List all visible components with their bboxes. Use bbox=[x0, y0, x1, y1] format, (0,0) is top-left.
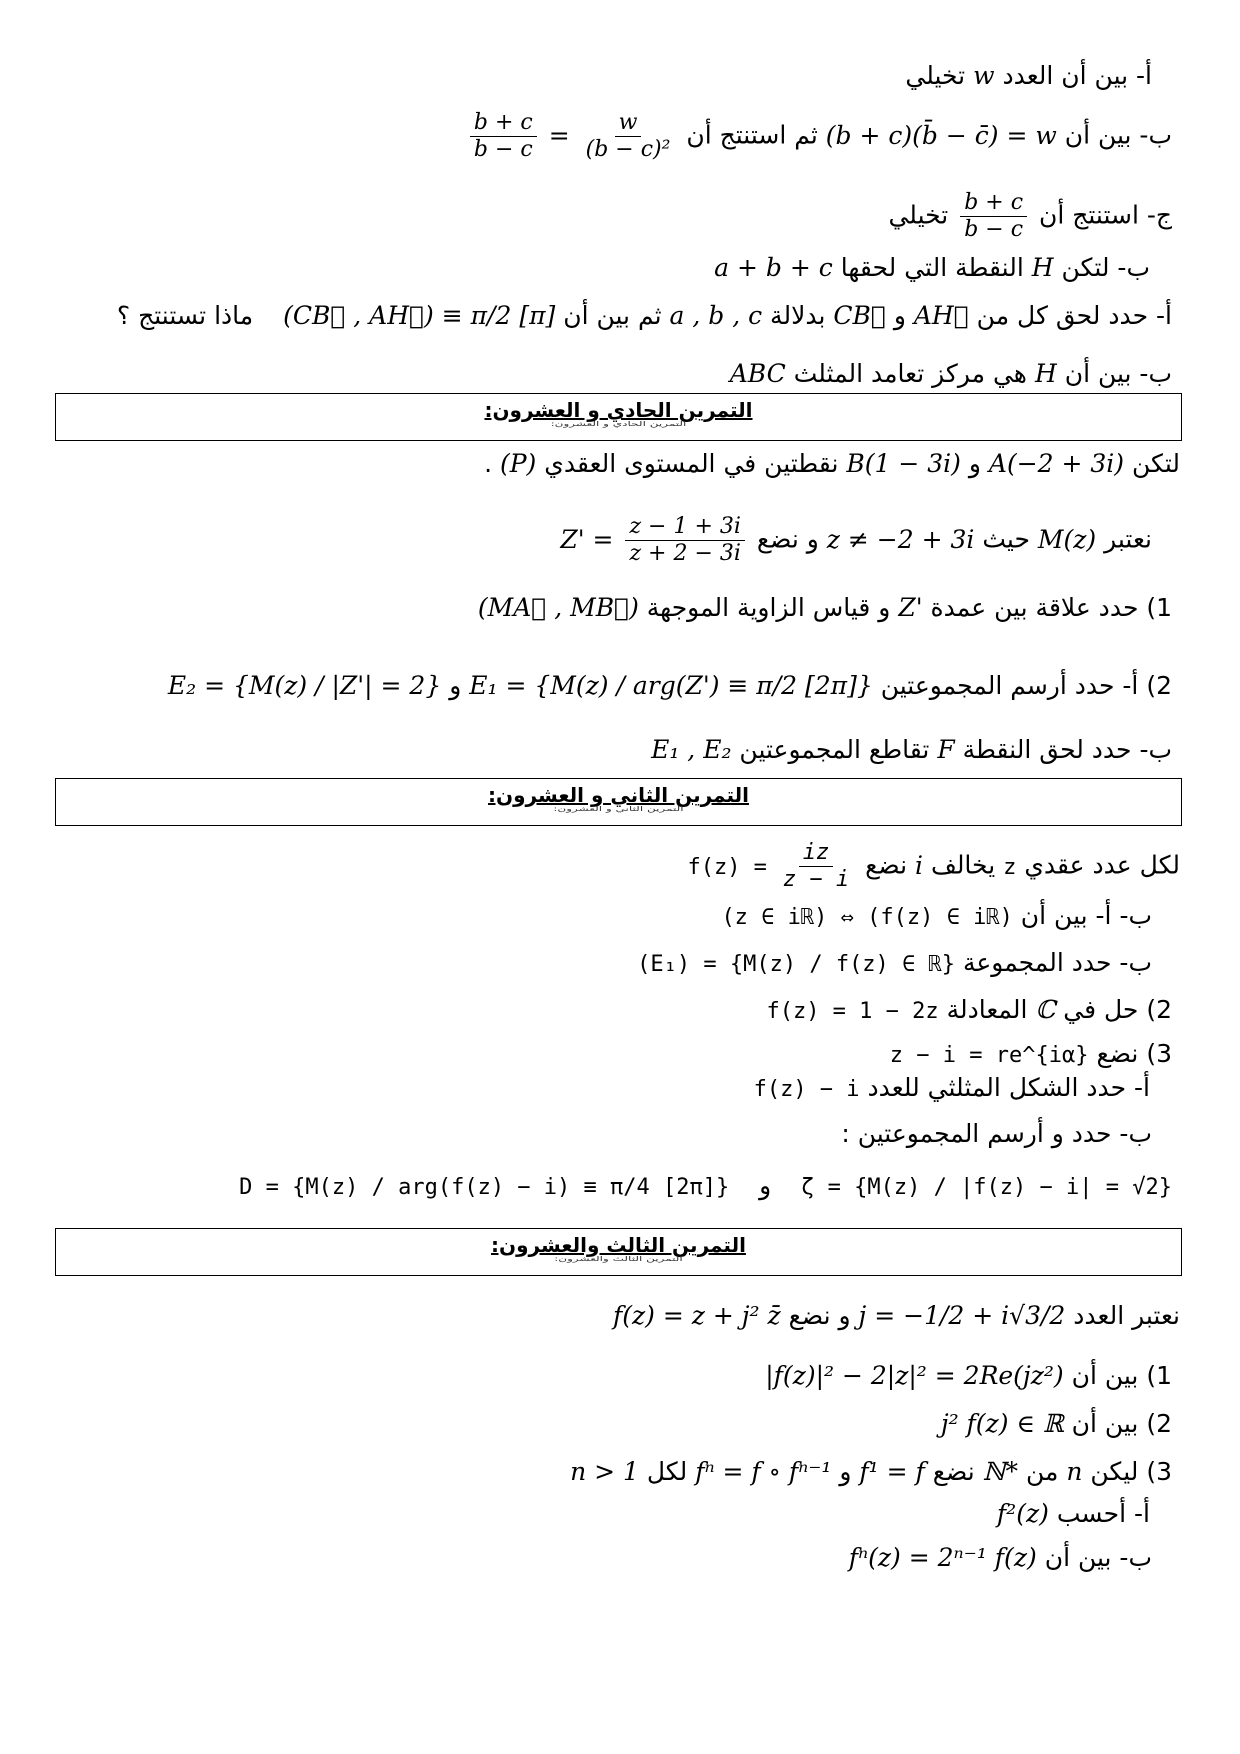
q-text: 2) حل في bbox=[1063, 995, 1172, 1024]
q-text: 2) أ- حدد أرسم المجموعتين bbox=[880, 671, 1172, 700]
q-tail: تخيلي bbox=[905, 61, 966, 90]
math-fn: fⁿ = f ∘ fⁿ⁻¹ bbox=[695, 1457, 832, 1486]
math-i: i bbox=[914, 850, 923, 880]
frac-num: w bbox=[615, 110, 642, 137]
q-mid2: و نضع bbox=[756, 524, 819, 554]
math-P: (P) bbox=[499, 449, 537, 478]
ex21-define-Z bbox=[560, 514, 1152, 567]
q-mid: النقطة التي لحقها bbox=[840, 253, 1024, 282]
ex23-q3 bbox=[570, 1454, 1172, 1490]
q-text: نعتبر bbox=[1104, 524, 1152, 554]
q-mid2: نضع bbox=[932, 1457, 975, 1486]
math-D-set: D = {M(z) / arg(f(z) − i) ≡ π/4 [2π]} bbox=[239, 1175, 730, 1200]
ex23-define bbox=[613, 1298, 1180, 1334]
q-text: لتكن bbox=[1132, 449, 1180, 478]
ex22-q3 bbox=[890, 1036, 1172, 1074]
math-equation: f(z) = 1 − 2z bbox=[766, 999, 939, 1024]
math-F: F bbox=[937, 735, 955, 764]
q-text: أ- حدد الشكل المثلثي للعدد bbox=[867, 1073, 1150, 1102]
q-text: ب- حدد المجموعة bbox=[962, 948, 1152, 977]
q-mid: نقطتين في المستوى العقدي bbox=[544, 449, 839, 478]
math-AH: AH⃗ bbox=[913, 301, 969, 330]
ex23-q3b bbox=[849, 1540, 1152, 1576]
frac-num: z − 1 + 3i bbox=[625, 514, 744, 541]
q-mid: ثم استنتج أن bbox=[686, 120, 818, 150]
q-b-let-H bbox=[714, 250, 1150, 286]
math-polar: z − i = re^{iα} bbox=[889, 1043, 1089, 1068]
math-identity: |f(z)|² − 2|z|² = 2Re(jz²) bbox=[765, 1361, 1064, 1390]
q-text: 1) بين أن bbox=[1071, 1361, 1172, 1390]
q-text: 1) حدد علاقة بين عمدة bbox=[930, 593, 1172, 622]
math-A: A(−2 + 3i) bbox=[988, 449, 1125, 478]
and-word: و bbox=[449, 671, 462, 700]
exercise-title-shadow: التمرين الثاني و العشرون: bbox=[553, 805, 684, 813]
ex22-q1a bbox=[721, 898, 1152, 936]
q-text: أ- أحسب bbox=[1056, 1499, 1150, 1528]
q-text: لكل عدد عقدي bbox=[1024, 850, 1180, 880]
and-word: و bbox=[968, 449, 981, 478]
q-text: ب- لتكن bbox=[1061, 253, 1150, 282]
math-angle-MA-MB: (MA⃗ , MB⃗) bbox=[477, 593, 639, 622]
q-tail: ماذا تستنتج ؟ bbox=[116, 301, 254, 330]
q-mid2: نضع bbox=[865, 850, 908, 880]
q-text: ب- بين أن bbox=[1064, 359, 1172, 388]
q-tail: . bbox=[484, 449, 493, 478]
eq-sign: = bbox=[548, 120, 570, 150]
math-Zprime: Z' = bbox=[560, 524, 614, 554]
and-word: و bbox=[893, 301, 906, 330]
ex23-q3a bbox=[997, 1496, 1150, 1532]
math-fraction-eq bbox=[466, 110, 679, 163]
math-C: ℂ bbox=[1035, 995, 1056, 1024]
math-H: H bbox=[1034, 359, 1057, 388]
exercise-title-shadow: التمرين الثالث والعشرون: bbox=[554, 1255, 683, 1263]
math-condition: z ≠ −2 + 3i bbox=[826, 524, 975, 554]
exercise-title: التمرين الحادي و العشرون: bbox=[484, 398, 753, 422]
math-j: j = −1/2 + i√3/2 bbox=[858, 1301, 1066, 1330]
math-abc: a , b , c bbox=[669, 301, 763, 330]
math-real: j² f(z) ∈ ℝ bbox=[940, 1409, 1064, 1438]
frac-num: iz bbox=[799, 840, 834, 867]
math-angle: (CB⃗ , AH⃗) ≡ π/2 [π] bbox=[283, 301, 556, 330]
q-text: 3) نضع bbox=[1096, 1039, 1172, 1068]
math-N-star: ℕ* bbox=[982, 1457, 1018, 1486]
q-mid: تقاطع المجموعتين bbox=[739, 735, 930, 764]
ex22-define-f bbox=[687, 840, 1180, 893]
math-n-gt-1: n > 1 bbox=[570, 1457, 639, 1486]
q-text: 2) بين أن bbox=[1071, 1409, 1172, 1438]
ex22-q3b bbox=[841, 1116, 1152, 1152]
q-text: ج- استنتج أن bbox=[1038, 200, 1172, 230]
math-fz-minus-i: f(z) − i bbox=[753, 1077, 860, 1102]
exercise-title-shadow: التمرين الحادي و العشرون: bbox=[550, 420, 687, 428]
math-B: B(1 − 3i) bbox=[846, 449, 961, 478]
math-ABC: ABC bbox=[729, 359, 786, 388]
math-zeta-set: ζ = {M(z) / |f(z) − i| = √2} bbox=[801, 1175, 1172, 1200]
q-mid: يخالف bbox=[930, 850, 996, 880]
q-text: ب- بين أن bbox=[1044, 1543, 1152, 1572]
q-text: ب- حدد و أرسم المجموعتين : bbox=[841, 1119, 1152, 1148]
math-sum: a + b + c bbox=[714, 253, 833, 282]
q-text: أ- حدد لحق كل من bbox=[976, 301, 1172, 330]
q-a-affixes bbox=[117, 298, 1172, 334]
math-f-def: f(z) = z + j² z̄ bbox=[612, 1301, 781, 1330]
ex22-q3a bbox=[754, 1070, 1150, 1108]
frac-den: z + 2 − 3i bbox=[629, 541, 741, 566]
math-E1-E2: E₁ , E₂ bbox=[651, 735, 732, 764]
q-mid2: ثم بين أن bbox=[563, 301, 662, 330]
q-text: 3) ليكن bbox=[1090, 1457, 1172, 1486]
ex21-q1 bbox=[478, 590, 1172, 626]
q-mid: المعادلة bbox=[946, 995, 1028, 1024]
q-mid: من bbox=[1025, 1457, 1059, 1486]
frac-den: b − c bbox=[473, 137, 533, 162]
exercise-title: التمرين الثالث والعشرون: bbox=[491, 1233, 746, 1257]
math-w: w bbox=[973, 61, 995, 90]
exercise-23-header bbox=[55, 1228, 1182, 1276]
math-fz: f(z) = bbox=[687, 854, 767, 880]
and-word: و bbox=[839, 1457, 852, 1486]
q-text: ب- بين أن bbox=[1064, 120, 1172, 150]
q-mid: بدلالة bbox=[770, 301, 826, 330]
q-c-deduce-imaginary bbox=[888, 190, 1172, 243]
ex22-q2 bbox=[766, 992, 1172, 1030]
math-z: z bbox=[1003, 854, 1017, 880]
math-f1: f¹ = f bbox=[859, 1457, 925, 1486]
ex21-q2b bbox=[651, 732, 1172, 768]
and-word: و bbox=[759, 1171, 772, 1200]
ex21-points bbox=[484, 446, 1180, 482]
math-H: H bbox=[1031, 253, 1054, 282]
ex22-q1b bbox=[637, 945, 1152, 983]
q-mid: حيث bbox=[982, 524, 1030, 554]
ex22-sets bbox=[239, 1168, 1172, 1206]
math-CB: CB⃗ bbox=[833, 301, 886, 330]
math-equivalence: (z ∈ iℝ) ⇔ (f(z) ∈ iℝ) bbox=[721, 905, 1013, 930]
math-n: n bbox=[1066, 1457, 1083, 1486]
math-f-def bbox=[687, 840, 857, 893]
q-b-orthocenter bbox=[730, 356, 1172, 392]
ex23-q1 bbox=[765, 1358, 1172, 1394]
q-tail: تخيلي bbox=[888, 200, 949, 230]
q-text: أ- بين أن العدد bbox=[1002, 61, 1152, 90]
frac-den: (b − c)² bbox=[585, 137, 671, 162]
exercise-21-header bbox=[55, 393, 1182, 441]
q-text: ب- أ- بين أن bbox=[1020, 901, 1152, 930]
math-f2: f²(z) bbox=[996, 1499, 1049, 1528]
q-text: نعتبر العدد bbox=[1073, 1301, 1180, 1330]
frac-den: b − c bbox=[964, 217, 1024, 242]
frac-num: b + c bbox=[960, 190, 1027, 217]
frac-den: z − i bbox=[782, 867, 850, 892]
q-mid: و نضع bbox=[788, 1301, 851, 1330]
frac-num: b + c bbox=[470, 110, 537, 137]
math-fn-formula: fⁿ(z) = 2ⁿ⁻¹ f(z) bbox=[848, 1543, 1037, 1572]
exercise-22-header bbox=[55, 778, 1182, 826]
q-mid: و قياس الزاوية الموجهة bbox=[646, 593, 891, 622]
ex21-q2a bbox=[168, 668, 1172, 704]
math-E2: E₂ = {M(z) / |Z'| = 2} bbox=[167, 671, 442, 700]
math-product: (b + c)(b̄ − c̄) = w bbox=[825, 120, 1057, 150]
q-a-w-imaginary bbox=[905, 58, 1152, 94]
q-b-show-w bbox=[466, 110, 1172, 163]
q-mid: هي مركز تعامد المثلث bbox=[793, 359, 1027, 388]
ex23-q2 bbox=[941, 1406, 1172, 1442]
math-Zprime-def bbox=[560, 514, 749, 567]
exercise-title: التمرين الثاني و العشرون: bbox=[488, 783, 749, 807]
math-E1: E₁ = {M(z) / arg(Z') ≡ π/2 [2π]} bbox=[469, 671, 873, 700]
math-Zprime: Z' bbox=[898, 593, 923, 622]
q-tail: لكل bbox=[646, 1457, 688, 1486]
q-text: ب- حدد لحق النقطة bbox=[962, 735, 1172, 764]
math-E1-set: (E₁) = {M(z) / f(z) ∈ ℝ} bbox=[637, 952, 956, 977]
math-Mz: M(z) bbox=[1037, 524, 1097, 554]
